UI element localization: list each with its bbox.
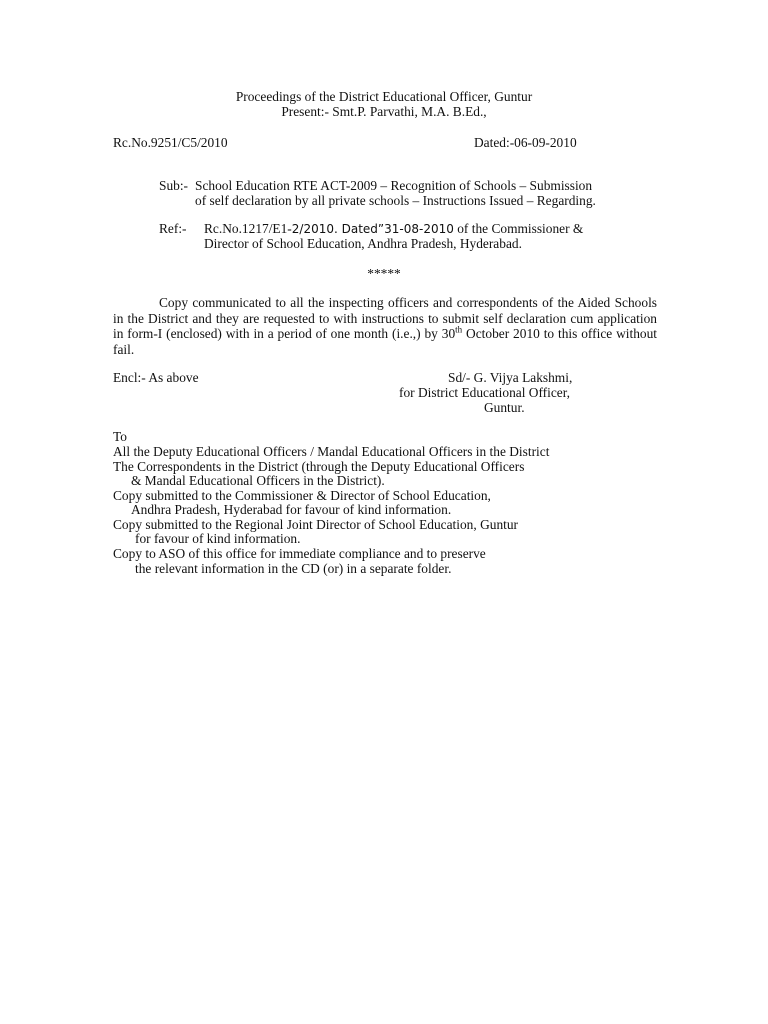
subject-line-1: School Education RTE ACT-2009 – Recognition of Schools – Submission	[195, 178, 593, 193]
ref-rc-date: 2/2010. Dated”31-08-2010	[291, 222, 454, 236]
distribution-line: & Mandal Educational Officers in the District).	[131, 473, 385, 488]
enclosure-note: Encl:- As above	[113, 370, 199, 385]
signature-name: Sd/- G. Vijya Lakshmi,	[448, 370, 573, 385]
distribution-line: Copy submitted to the Commissioner & Director of School Education,	[113, 488, 491, 503]
distribution-line: Copy submitted to the Regional Joint Director of School Education, Guntur	[113, 517, 519, 532]
distribution-line: Copy to ASO of this office for immediate compliance and to preserve	[113, 546, 486, 561]
signature-place: Guntur.	[484, 400, 525, 415]
ref-rc-number: Rc.No.1217/E1-	[204, 221, 292, 236]
signature-designation: for District Educational Officer,	[399, 385, 570, 400]
rc-number: Rc.No.9251/C5/2010	[113, 135, 228, 150]
distribution-line: the relevant information in the CD (or) in a separate folder.	[135, 561, 452, 576]
ordinal-suffix: th	[455, 324, 463, 335]
subject-label: Sub:-	[159, 178, 189, 193]
body-paragraph	[113, 295, 657, 357]
subject-line-2: of self declaration by all private schools – Instructions Issued – Regarding.	[195, 193, 596, 208]
header-title: Proceedings of the District Educational Officer, Guntur	[235, 89, 533, 104]
distribution-line: for favour of kind information.	[135, 531, 301, 546]
ref-line-2: Director of School Education, Andhra Pradesh, Hyderabad.	[204, 236, 522, 251]
body-paragraph-end: October 2010 to this office without fail.	[113, 326, 658, 357]
ref-issuer: of the Commissioner &	[453, 221, 584, 236]
separator-stars: *****	[367, 266, 401, 281]
distribution-line: The Correspondents in the District (through the Deputy Educational Officers	[113, 459, 525, 474]
to-label: To	[113, 429, 127, 444]
ref-label: Ref:-	[159, 221, 187, 236]
distribution-line: Andhra Pradesh, Hyderabad for favour of kind information.	[131, 502, 452, 517]
header-present: Present:- Smt.P. Parvathi, M.A. B.Ed.,	[281, 104, 487, 119]
body-paragraph-text: Copy communicated to all the inspecting officers and correspondents of the Aided Schools in the District and they are requested to with instructions to submit self declaration cum application in form-I (enclosed) with in a period of one month (i.e.,) by 30	[113, 295, 657, 341]
distribution-line: All the Deputy Educational Officers / Mandal Educational Officers in the District	[113, 444, 550, 459]
dated: Dated:-06-09-2010	[474, 135, 577, 150]
